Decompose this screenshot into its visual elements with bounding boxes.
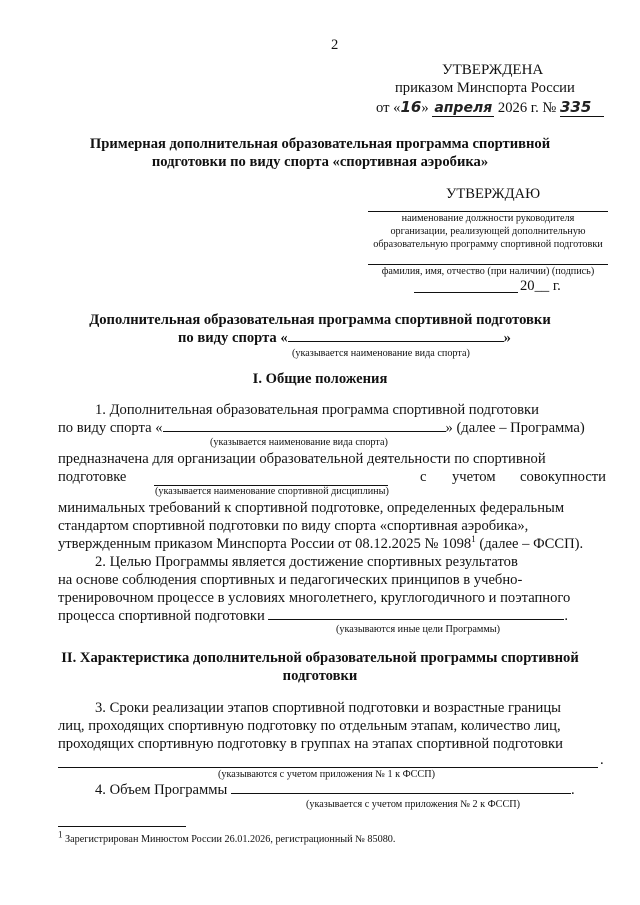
s1-p1-line7-text: утвержденным приказом Минспорта России от 08.12.2025 № 1098 — [58, 536, 472, 552]
approval-date-prefix: от « — [376, 100, 401, 116]
s2-p3-line3: проходящих спортивную подготовку в группах на этапах спортивной подготовки — [58, 736, 563, 752]
s1-p2-line2: на основе соблюдения спортивных и педагогических принципов в учебно- — [58, 572, 523, 588]
s1-p1-line4-word: подготовке — [58, 469, 127, 485]
section1-heading: I. Общие положения — [252, 371, 388, 387]
s1-p1-line6: стандартом спортивной подготовки по виду спорта «спортивная аэробика», — [58, 518, 529, 534]
approval-date-mid: » — [421, 100, 429, 116]
footnote-ref: 1 — [471, 534, 476, 545]
s1-p1-line4-account: учетом — [452, 469, 496, 485]
s2-p4-caption: (указывается с учетом приложения № 2 к ФССП) — [306, 799, 521, 810]
section2-heading-line1: II. Характеристика дополнительной образовательной программы спортивной — [61, 650, 579, 666]
approval-month-handwritten: апреля — [432, 100, 494, 117]
s1-p2-line4-dot: . — [564, 608, 569, 624]
approve-caption-2: организации, реализующей дополнительную — [390, 226, 586, 237]
main-title-line2: подготовки по виду спорта «спортивная аэробика» — [151, 154, 489, 170]
program-title-line2 — [178, 330, 511, 347]
approve-name-line — [368, 264, 608, 265]
main-title-line1: Примерная дополнительная образовательная программа спортивной — [89, 136, 551, 152]
approval-number-handwritten: 335 — [560, 98, 604, 117]
approval-title: УТВЕРЖДЕНА — [442, 62, 544, 78]
s2-p3-dot: . — [600, 752, 604, 768]
s1-p1-line7-end: (далее – ФССП). — [475, 536, 584, 552]
approve-date-line — [414, 292, 518, 293]
s1-p1-sport-blank — [163, 431, 446, 432]
approve-caption-3: образовательную программу спортивной подготовки — [373, 239, 603, 250]
footnote — [58, 829, 396, 845]
program-title-prefix: по виду спорта « — [178, 330, 288, 346]
s1-p1-line4-with: с — [420, 469, 427, 485]
approve-position-line — [368, 211, 608, 212]
s2-p3-line1: 3. Сроки реализации этапов спортивной подготовки и возрастные границы — [95, 700, 561, 716]
s1-p1-line2 — [58, 420, 585, 437]
s2-p4-line — [95, 782, 575, 799]
approve-caption-1: наименование должности руководителя — [401, 213, 575, 224]
s1-p2-line3: тренировочном процессе в условиях многолетнего, круглогодичного и поэтапного — [58, 590, 571, 606]
footnote-separator — [58, 826, 186, 827]
approve-caption-4: фамилия, имя, отчество (при наличии) (подпись) — [381, 266, 595, 277]
approve-block-title: УТВЕРЖДАЮ — [446, 186, 541, 202]
section2-heading-line2: подготовки — [282, 668, 358, 684]
approve-year: 20__ г. — [520, 278, 561, 294]
s2-p3-caption: (указываются с учетом приложения № 1 к ФССП) — [218, 769, 435, 780]
approval-year-number: 2026 г. № — [497, 100, 557, 116]
program-title-suffix: » — [503, 330, 511, 346]
s1-p1-caption1: (указывается наименование вида спорта) — [210, 437, 388, 448]
s2-p3-blank-line — [58, 767, 598, 768]
s1-p1-line7 — [58, 536, 583, 553]
s1-p1-line1: 1. Дополнительная образовательная программа спортивной подготовки — [95, 402, 539, 418]
approval-date-line — [376, 98, 604, 117]
s1-p2-caption: (указываются иные цели Программы) — [336, 624, 501, 635]
s1-p2-line4-text: процесса спортивной подготовки — [58, 608, 265, 624]
s2-p4-dot: . — [570, 782, 575, 798]
s1-p2-line4 — [58, 608, 568, 625]
s2-p4-text: 4. Объем Программы — [95, 782, 228, 798]
s1-p1-line4-total: совокупности — [520, 469, 606, 485]
s2-p4-volume-blank — [231, 793, 571, 794]
footnote-text: Зарегистрирован Минюстом России 26.01.2026, регистрационный № 85080. — [62, 834, 396, 845]
approval-day-handwritten: 16 — [400, 98, 422, 116]
s1-p2-line1: 2. Целью Программы является достижение спортивных результатов — [95, 554, 518, 570]
s1-p2-goals-blank — [268, 619, 564, 620]
program-title-line1: Дополнительная образовательная программа спортивной подготовки — [89, 312, 551, 328]
page-number: 2 — [331, 37, 339, 53]
s1-p1-line2-prefix: по виду спорта « — [58, 420, 163, 436]
s2-p3-line2: лиц, проходящих спортивную подготовку по отдельным этапам, количество лиц, — [58, 718, 561, 734]
program-title-sport-blank — [288, 341, 504, 342]
s1-p1-line5: минимальных требований к спортивной подготовке, определенных федеральным — [58, 500, 565, 516]
s1-p1-line3: предназначена для организации образовательной деятельности по спортивной — [58, 451, 546, 467]
s1-p1-caption2: (указывается наименование спортивной дисциплины) — [155, 486, 389, 497]
s1-p1-line2-suffix: » (далее – Программа) — [445, 420, 585, 436]
program-title-caption: (указывается наименование вида спорта) — [292, 348, 470, 359]
approval-order-line: приказом Минспорта России — [395, 80, 575, 96]
footnote-mark: 1 — [58, 829, 63, 840]
